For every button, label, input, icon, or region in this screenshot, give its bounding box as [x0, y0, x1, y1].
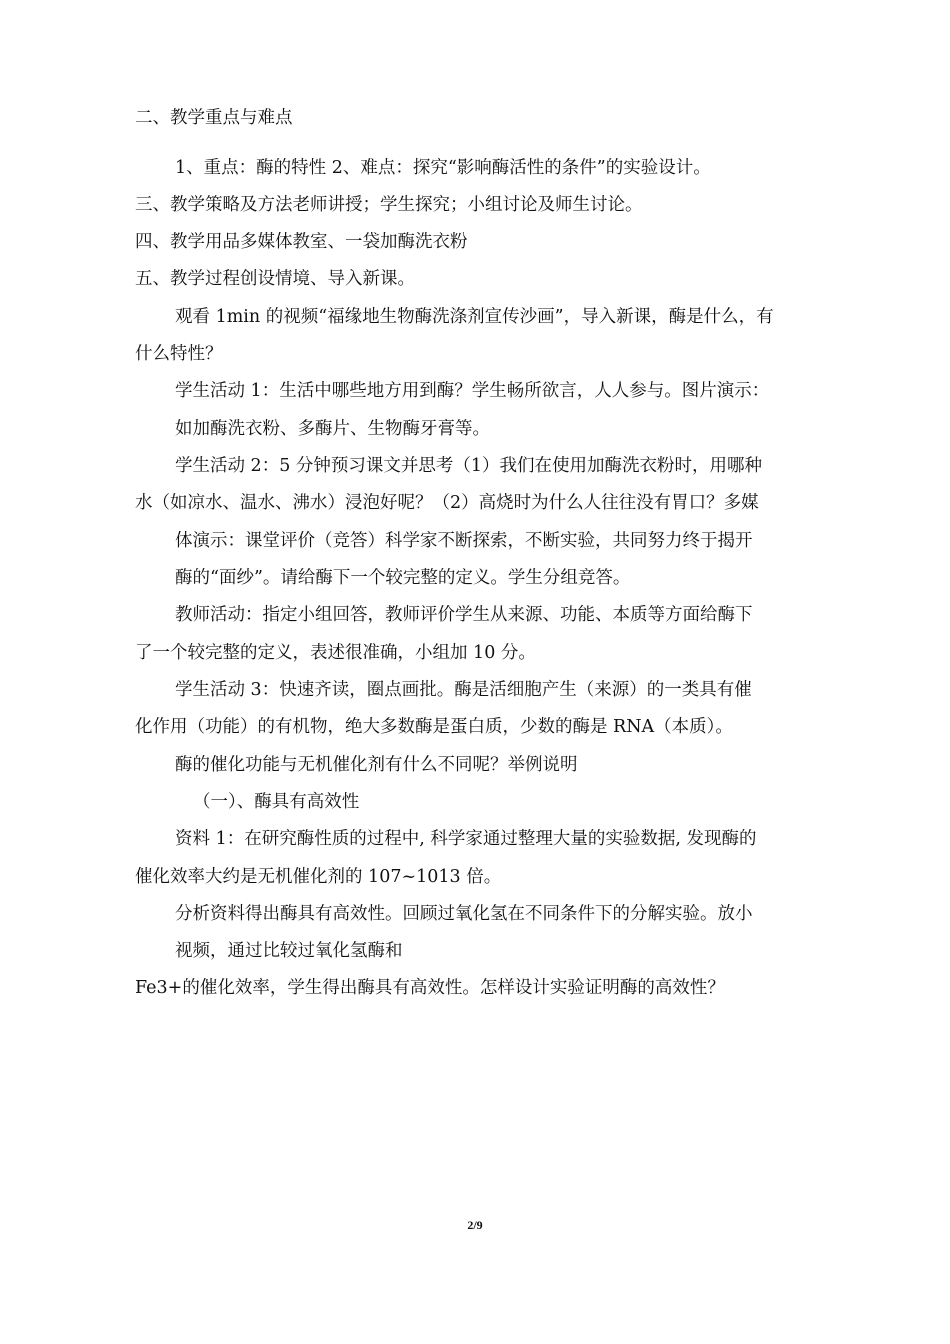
paragraph-line: 资料 1：在研究酶性质的过程中, 科学家通过整理大量的实验数据, 发现酶的	[175, 829, 757, 849]
paragraph-line: 酶的催化功能与无机催化剂有什么不同呢？举例说明	[175, 755, 578, 775]
paragraph-line: 了一个较完整的定义，表述很准确，小组加 10 分。	[135, 643, 536, 663]
paragraph-line: 学生活动 1：生活中哪些地方用到酶？学生畅所欲言，人人参与。图片演示：	[175, 381, 770, 401]
heading-section-5: 五、教学过程创设情境、导入新课。	[135, 269, 415, 289]
heading-section-2: 二、教学重点与难点	[135, 108, 293, 128]
paragraph-line: 视频，通过比较过氧化氢酶和	[175, 941, 403, 961]
paragraph-line: 分析资料得出酶具有高效性。回顾过氧化氢在不同条件下的分解实验。放小	[175, 904, 753, 924]
paragraph-line: 化作用（功能）的有机物，绝大多数酶是蛋白质，少数的酶是 RNA（本质）。	[135, 717, 733, 737]
paragraph-line: 观看 1min 的视频“福缘地生物酶洗涤剂宣传沙画”，导入新课，酶是什么，有	[175, 307, 774, 327]
paragraph-line: 催化效率大约是无机催化剂的 107~1013 倍。	[135, 867, 502, 887]
paragraph-line: 学生活动 3：快速齐读，圈点画批。酶是活细胞产生（来源）的一类具有催	[175, 680, 752, 700]
paragraph-line: 水（如凉水、温水、沸水）浸泡好呢？（2）高烧时为什么人往往没有胃口？多媒	[135, 493, 759, 513]
page-number: 2/9	[467, 1218, 483, 1232]
paragraph-line: 学生活动 2：5 分钟预习课文并思考（1）我们在使用加酶洗衣粉时，用哪种	[175, 456, 763, 476]
paragraph-line: 什么特性？	[135, 344, 223, 364]
paragraph-line: 酶的“面纱”。请给酶下一个较完整的定义。学生分组竞答。	[175, 568, 631, 588]
paragraph-line: 体演示：课堂评价（竞答）科学家不断探索，不断实验，共同努力终于揭开	[175, 531, 753, 551]
heading-section-3: 三、教学策略及方法老师讲授；学生探究；小组讨论及师生讨论。	[135, 195, 643, 215]
subheading-efficiency: （一）、酶具有高效性	[193, 792, 360, 812]
paragraph-line: Fe3+的催化效率，学生得出酶具有高效性。怎样设计实验证明酶的高效性？	[135, 978, 725, 998]
paragraph-line: 教师活动：指定小组回答，教师评价学生从来源、功能、本质等方面给酶下	[175, 605, 753, 625]
paragraph-line: 如加酶洗衣粉、多酶片、生物酶牙膏等。	[175, 419, 490, 439]
paragraph-key-points: 1、重点：酶的特性 2、难点：探究“影响酶活性的条件”的实验设计。	[175, 158, 711, 178]
heading-section-4: 四、教学用品多媒体教室、一袋加酶洗衣粉	[135, 232, 468, 252]
